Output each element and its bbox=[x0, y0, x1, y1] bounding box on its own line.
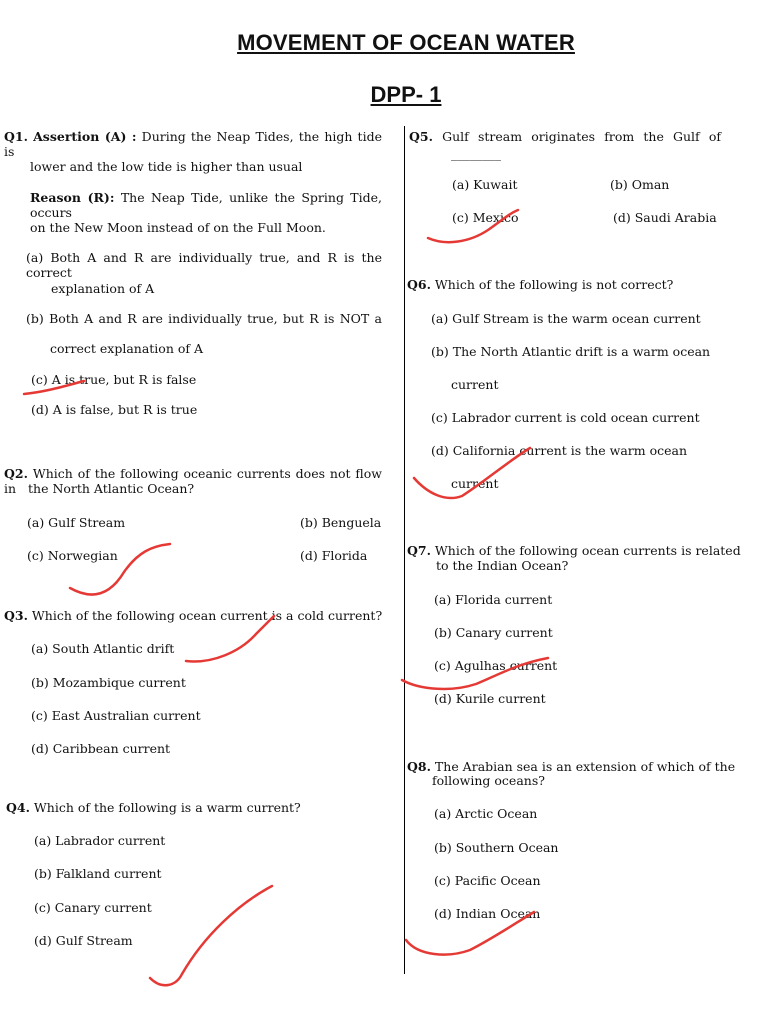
page-title: MOVEMENT OF OCEAN WATER bbox=[237, 30, 575, 55]
q1-option-d: (d) A is false, but R is true bbox=[31, 402, 198, 417]
q7-question-line: Q7. Which of the following ocean currents is related bbox=[407, 543, 741, 558]
q1-assertion-line: Q1. Assertion (A) : During the Neap Tides, the high tide is bbox=[4, 129, 382, 159]
q2-question-line: Q2. Which of the following oceanic currents does not flow in bbox=[4, 466, 382, 496]
q2-option-d: (d) Florida bbox=[300, 548, 368, 563]
q4-question-line: Q4. Which of the following is a warm current? bbox=[6, 800, 301, 815]
q8-option-b: (b) Southern Ocean bbox=[434, 840, 559, 855]
q3-option-c: (c) East Australian current bbox=[31, 708, 201, 723]
q8-option-a: (a) Arctic Ocean bbox=[434, 806, 538, 821]
q3-option-a: (a) South Atlantic drift bbox=[31, 641, 175, 656]
q6-option-b: (b) The North Atlantic drift is a warm ocean bbox=[431, 344, 711, 359]
q5-option-d: (d) Saudi Arabia bbox=[613, 210, 717, 225]
q8-question-line2: following oceans? bbox=[432, 773, 545, 788]
q8-option-d: (d) Indian Ocean bbox=[434, 906, 541, 921]
q1-option-a: (a) Both A and R are individually true, and R is the correct bbox=[26, 250, 382, 280]
q6-option-b-line2: current bbox=[451, 377, 499, 392]
q3-question-line: Q3. Which of the following ocean current is a cold current? bbox=[4, 608, 383, 623]
tick-mark-q4 bbox=[150, 886, 272, 985]
q1-reason-line: Reason (R): The Neap Tide, unlike the Spring Tide, occurs bbox=[30, 190, 383, 220]
q1-reason-line2: on the New Moon instead of on the Full Moon. bbox=[30, 220, 326, 235]
q3-option-d: (d) Caribbean current bbox=[31, 741, 171, 756]
q7-option-c: (c) Agulhas current bbox=[434, 658, 558, 673]
q1-option-c: (c) A is true, but R is false bbox=[31, 372, 197, 387]
q4-option-c: (c) Canary current bbox=[34, 900, 152, 915]
q2-question-line2: the North Atlantic Ocean? bbox=[28, 481, 195, 496]
q5-option-a: (a) Kuwait bbox=[452, 177, 518, 192]
q8-question-line: Q8. The Arabian sea is an extension of which of the bbox=[407, 759, 736, 774]
q6-question-line: Q6. Which of the following is not correct? bbox=[407, 277, 674, 292]
q1-option-b-line2: correct explanation of A bbox=[50, 341, 203, 356]
q7-option-a: (a) Florida current bbox=[434, 592, 553, 607]
q7-option-d: (d) Kurile current bbox=[434, 691, 546, 706]
q2-option-a: (a) Gulf Stream bbox=[27, 515, 126, 530]
q5-question-line: Q5. Gulf stream originates from the Gulf of bbox=[409, 129, 721, 144]
q2-option-c: (c) Norwegian bbox=[27, 548, 118, 563]
q6-option-c: (c) Labrador current is cold ocean current bbox=[431, 410, 700, 425]
q4-option-d: (d) Gulf Stream bbox=[34, 933, 133, 948]
q1-option-a-line2: explanation of A bbox=[51, 281, 155, 296]
q6-option-d: (d) California current is the warm ocean bbox=[431, 443, 687, 458]
page-subtitle: DPP- 1 bbox=[370, 82, 442, 107]
q6-option-d-line2: current bbox=[451, 476, 499, 491]
q8-option-c: (c) Pacific Ocean bbox=[434, 873, 541, 888]
q4-option-b: (b) Falkland current bbox=[34, 866, 162, 881]
q3-option-b: (b) Mozambique current bbox=[31, 675, 186, 690]
q1-option-b: (b) Both A and R are individually true, but R is NOT a bbox=[26, 311, 382, 326]
q7-option-b: (b) Canary current bbox=[434, 625, 553, 640]
q5-option-c: (c) Mexico bbox=[452, 210, 519, 225]
q6-option-a: (a) Gulf Stream is the warm ocean current bbox=[431, 311, 701, 326]
q4-option-a: (a) Labrador current bbox=[34, 833, 166, 848]
q7-question-line2: to the Indian Ocean? bbox=[436, 558, 569, 573]
q5-option-b: (b) Oman bbox=[610, 177, 670, 192]
q5-blank: ________ bbox=[451, 146, 501, 161]
q2-option-b: (b) Benguela bbox=[300, 515, 382, 530]
q1-assertion-line2: lower and the low tide is higher than usual bbox=[30, 159, 303, 174]
column-divider bbox=[404, 126, 405, 974]
